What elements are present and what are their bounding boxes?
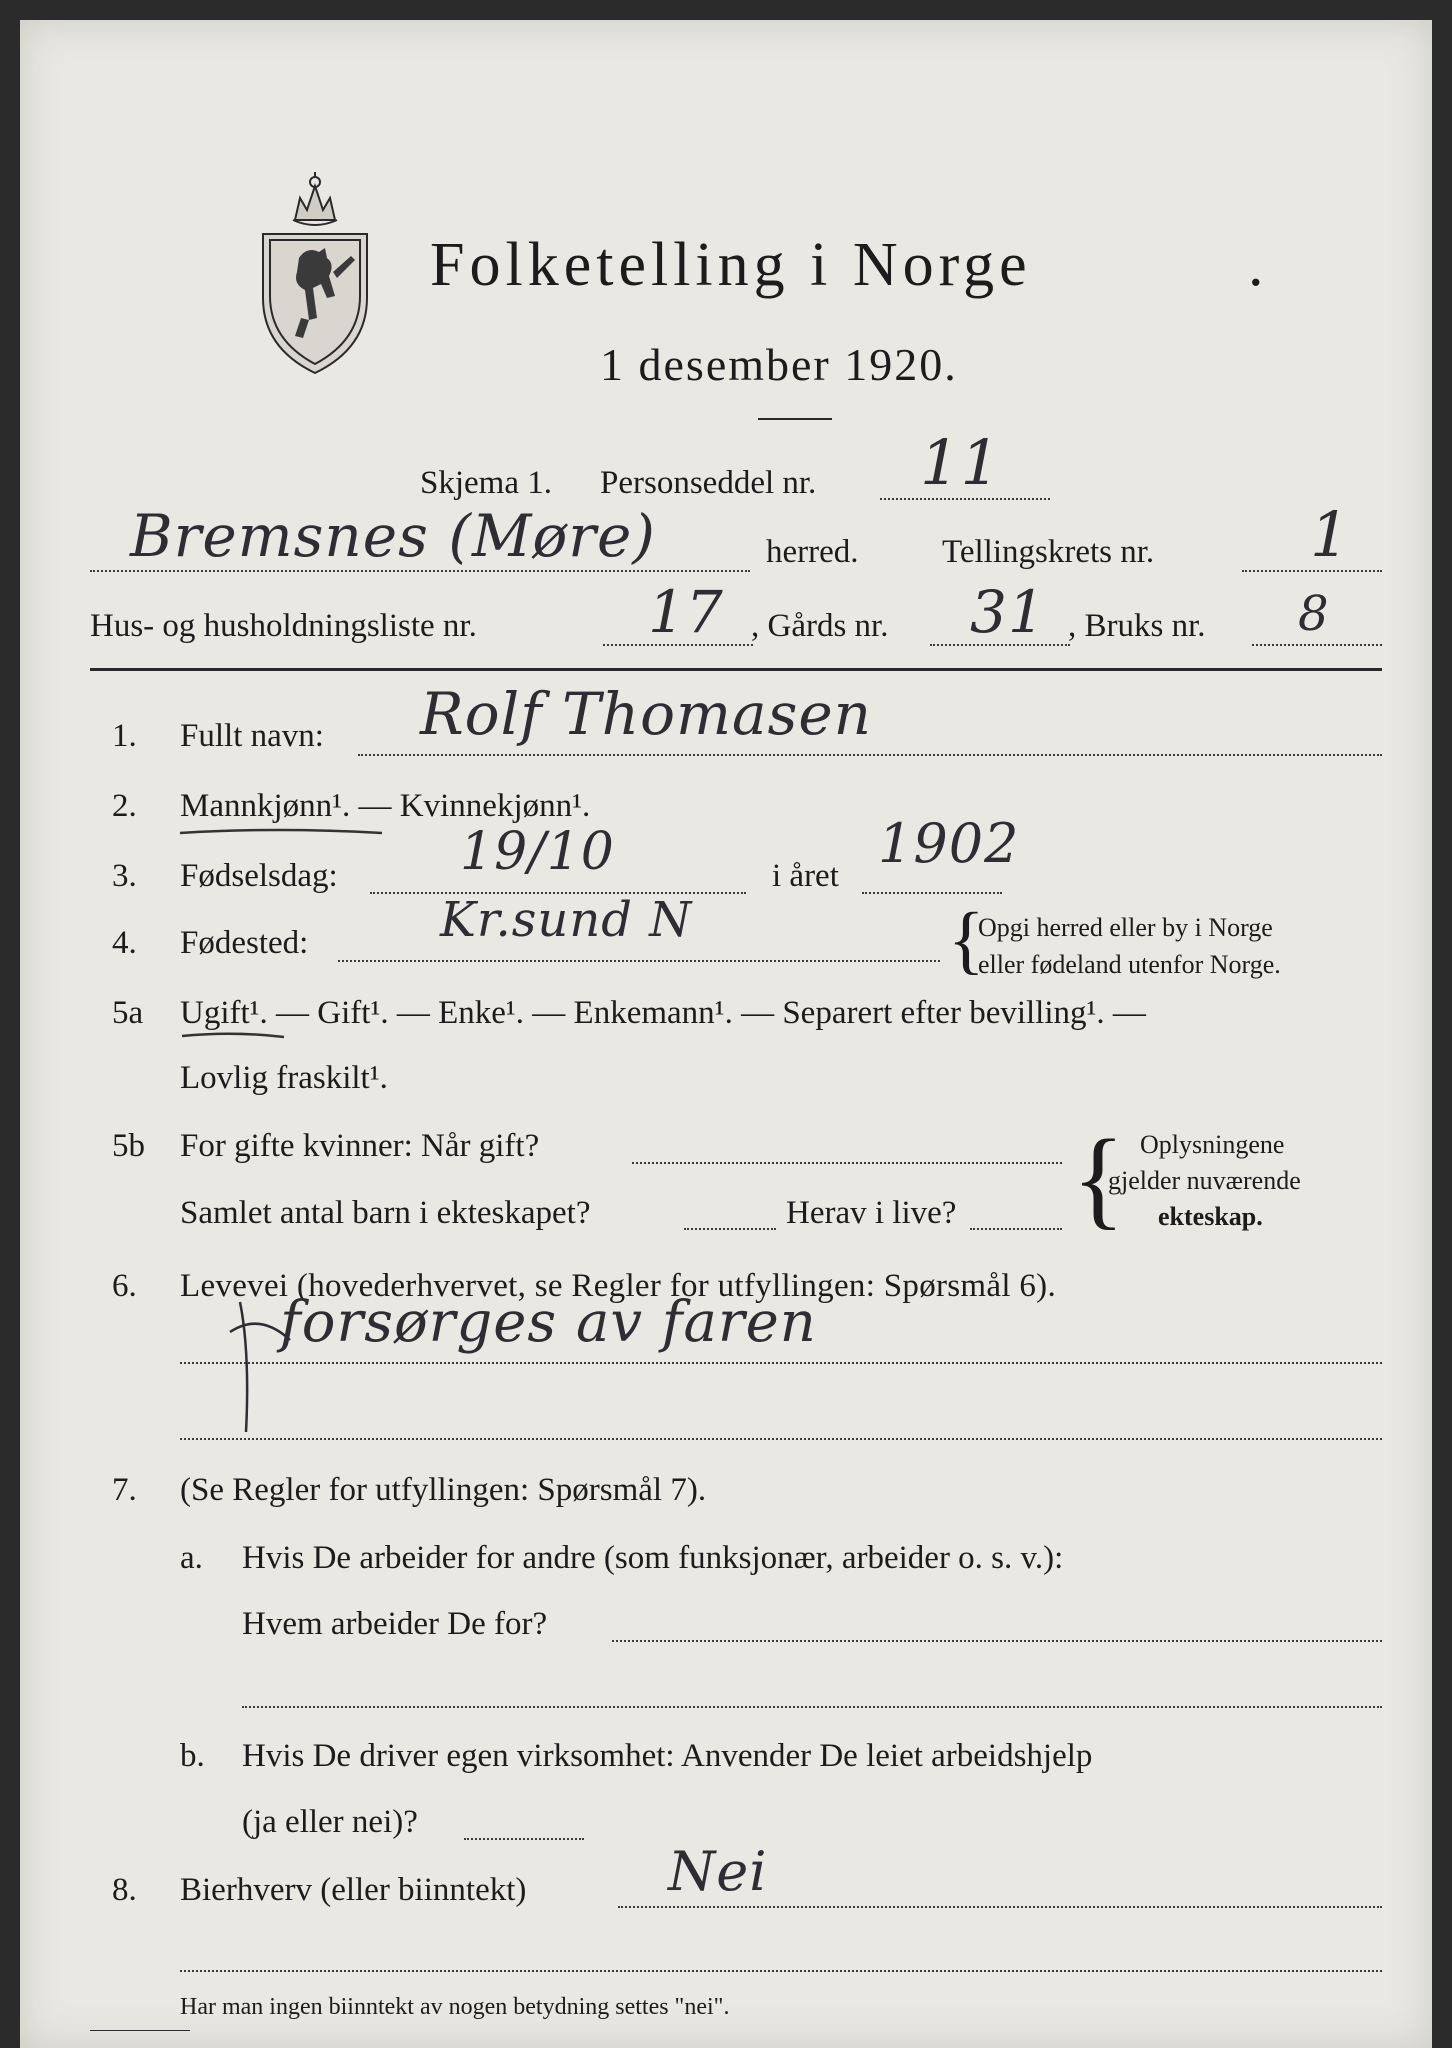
q5a-line2: Lovlig fraskilt¹. (180, 1060, 388, 1096)
q6-label: Levevei (hovederhvervet, se Regler for utfyllingen: Spørsmål 6). (180, 1268, 1057, 1304)
herred-value[interactable]: Bremsnes (Møre) (130, 502, 656, 570)
q8-line (618, 1906, 1382, 1908)
q4-note-line2: eller fødeland utenfor Norge. (978, 950, 1281, 979)
q1-line (358, 754, 1382, 756)
q3-year-value[interactable]: 1902 (878, 812, 1020, 875)
q5b-when-line (632, 1162, 1062, 1164)
q7a-extra-line (242, 1706, 1382, 1708)
bruks-label: , Bruks nr. (1068, 608, 1206, 644)
q7-number: 7. (112, 1472, 137, 1508)
title-divider (758, 418, 832, 420)
q5b-children-line (684, 1228, 776, 1230)
herred-line (90, 570, 750, 572)
q6-number: 6. (112, 1268, 137, 1304)
q4-value[interactable]: Kr.sund N (440, 892, 693, 948)
q4-number: 4. (112, 925, 137, 961)
q6-crossed-out-mark (220, 1292, 300, 1442)
q5b-note-brace: { (1072, 1117, 1125, 1239)
q8-number: 8. (112, 1872, 137, 1908)
q2-label: Mannkjønn¹. — Kvinnekjønn¹. (180, 788, 591, 824)
footer-rule (90, 2030, 190, 2031)
q5b-line2-children: Samlet antal barn i ekteskapet? (180, 1195, 591, 1231)
q6-line1 (180, 1362, 1382, 1364)
census-date: 1 desember 1920. (600, 339, 958, 390)
q8-value[interactable]: Nei (668, 1840, 768, 1903)
q3-number: 3. (112, 858, 137, 894)
q7a-line (612, 1640, 1382, 1642)
q5b-alive-line (970, 1228, 1062, 1230)
q3-year-line (862, 892, 1002, 894)
q4-note-line1: Opgi herred eller by i Norge (978, 913, 1273, 942)
tellingskrets-label: Tellingskrets nr. (942, 534, 1155, 570)
footer-note: Har man ingen biinntekt av nogen betydning settes "nei". (180, 1994, 730, 2020)
bruks-value[interactable]: 8 (1298, 586, 1330, 642)
hus-value[interactable]: 17 (648, 578, 724, 646)
q7a-line1: Hvis De arbeider for andre (som funksjonær, arbeider o. s. v.): (242, 1540, 1064, 1576)
q5b-line1: For gifte kvinner: Når gift? (180, 1128, 540, 1164)
q4-note-brace: { (948, 898, 985, 982)
skjema-label: Skjema 1. (420, 465, 552, 501)
herred-label: herred. (766, 534, 859, 570)
q5b-number: 5b (112, 1128, 145, 1164)
q8-label: Bierhverv (eller biinntekt) (180, 1872, 527, 1908)
q7b-line2: (ja eller nei)? (242, 1804, 418, 1840)
q1-value[interactable]: Rolf Thomasen (420, 680, 873, 748)
q3-value[interactable]: 19/10 (460, 822, 615, 882)
q2-underline-mark (176, 825, 386, 839)
q5b-note-line3: ekteskap. (1158, 1202, 1263, 1231)
q6-line2 (180, 1438, 1382, 1440)
tellingskrets-value[interactable]: 1 (1310, 498, 1351, 571)
q6-value[interactable]: forsørges av faren (280, 1290, 817, 1355)
q1-label: Fullt navn: (180, 718, 324, 754)
q5a-number: 5a (112, 995, 144, 1031)
coat-of-arms-icon (255, 168, 375, 378)
hus-label: Hus- og husholdningsliste nr. (90, 608, 477, 644)
bruks-line (1252, 644, 1382, 646)
q8-extra-line (180, 1970, 1382, 1972)
census-form-sheet (20, 20, 1432, 2048)
q2-number: 2. (112, 788, 137, 824)
gards-value[interactable]: 31 (970, 578, 1046, 646)
q4-line (338, 960, 940, 962)
q7b-letter: b. (180, 1738, 205, 1774)
q7b-line1: Hvis De driver egen virksomhet: Anvender De leiet arbeidshjelp (242, 1738, 1093, 1774)
gards-label: , Gårds nr. (751, 608, 889, 644)
q5a-line1: Ugift¹. — Gift¹. — Enke¹. — Enkemann¹. — Separert efter bevilling¹. — (180, 995, 1146, 1031)
q7-label: (Se Regler for utfyllingen: Spørsmål 7). (180, 1472, 707, 1508)
q7b-line (464, 1838, 584, 1840)
personseddel-value[interactable]: 11 (920, 426, 1001, 499)
q5b-note-line2: gjelder nuværende (1108, 1166, 1301, 1195)
q3-year-label: i året (772, 858, 839, 894)
q5b-line2-alive: Herav i live? (786, 1195, 957, 1231)
q7a-line2: Hvem arbeider De for? (242, 1606, 548, 1642)
q5b-note-line1: Oplysningene (1140, 1130, 1285, 1159)
header-divider (90, 668, 1382, 671)
q4-label: Fødested: (180, 925, 309, 961)
form-title: Folketelling i Norge (430, 231, 1032, 299)
q1-number: 1. (112, 718, 137, 754)
q3-label: Fødselsdag: (180, 858, 338, 894)
q7a-letter: a. (180, 1540, 203, 1576)
title-dot: . (1248, 231, 1264, 299)
personseddel-label: Personseddel nr. (600, 465, 817, 501)
q5a-underline-mark (178, 1030, 288, 1042)
